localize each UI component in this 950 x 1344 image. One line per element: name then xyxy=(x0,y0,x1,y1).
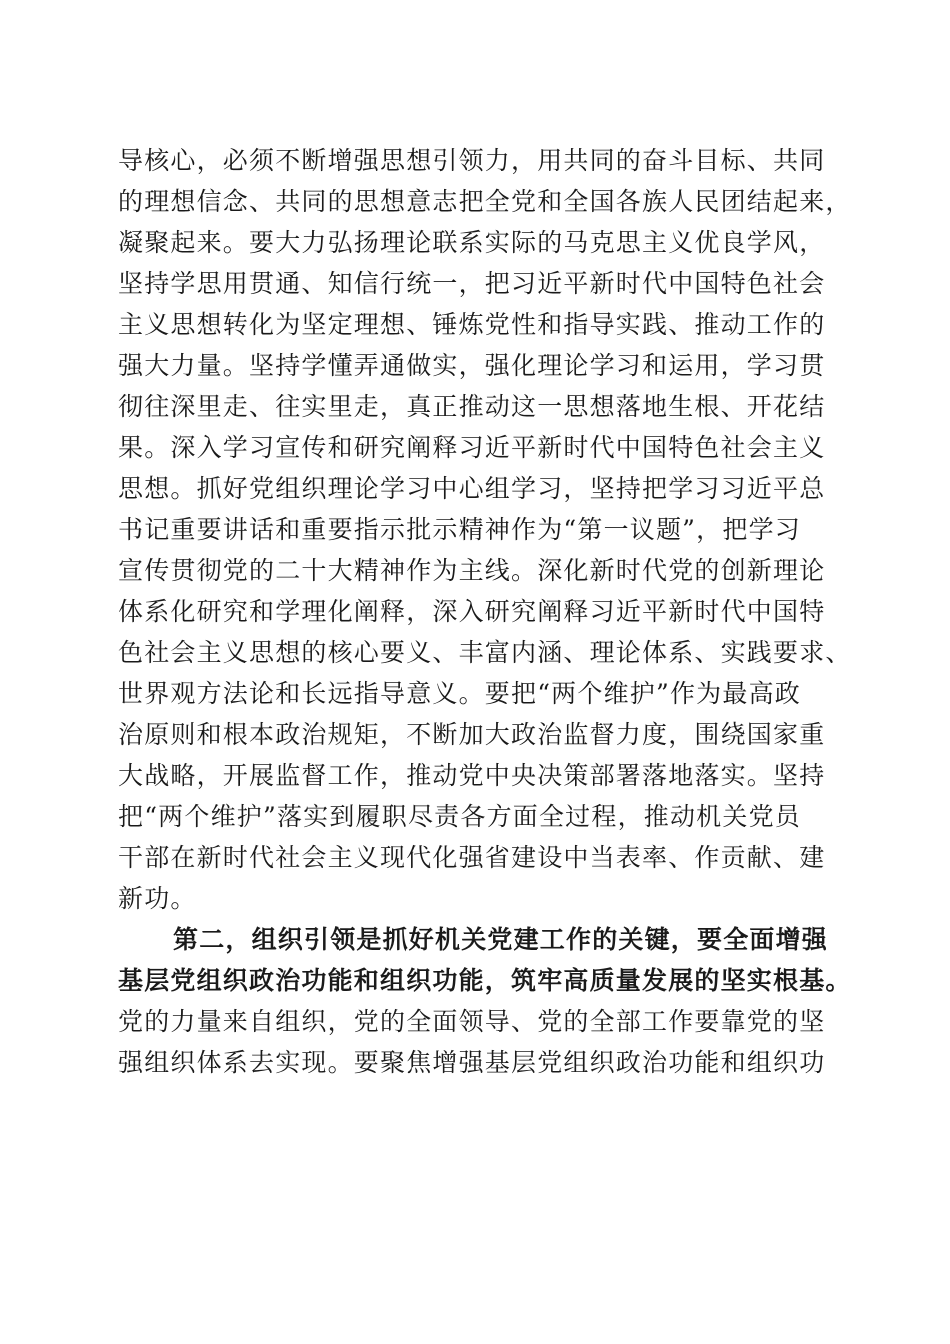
text-line: 党的力量来自组织，党的全面领导、党的全部工作要靠党的坚 xyxy=(118,1007,826,1036)
text-line: 大战略，开展监督工作，推动党中央决策部署落地落实。坚持 xyxy=(118,761,826,790)
text-line: 体系化研究和学理化阐释，深入研究阐释习近平新时代中国特 xyxy=(118,597,826,626)
text-line: 宣传贯彻党的二十大精神作为主线。深化新时代党的创新理论 xyxy=(118,556,826,585)
text-line: 思想。抓好党组织理论学习中心组学习，坚持把学习习近平总 xyxy=(118,474,826,503)
text-line: 强组织体系去实现。要聚焦增强基层党组织政治功能和组织功 xyxy=(118,1048,826,1077)
text-line: 果。深入学习宣传和研究阐释习近平新时代中国特色社会主义 xyxy=(118,433,826,462)
section-heading-line: 基层党组织政治功能和组织功能，筑牢高质量发展的坚实根基。 xyxy=(118,966,852,995)
section-heading-line: 第二，组织引领是抓好机关党建工作的关键，要全面增强 xyxy=(173,925,829,954)
text-line: 主义思想转化为坚定理想、锤炼党性和指导实践、推动工作的 xyxy=(118,310,826,339)
text-line: 彻往深里走、往实里走，真正推动这一思想落地生根、开花结 xyxy=(118,392,826,421)
text-line: 强大力量。坚持学懂弄通做实，强化理论学习和运用，学习贯 xyxy=(118,351,826,380)
text-line: 的理想信念、共同的思想意志把全党和全国各族人民团结起来， xyxy=(118,187,852,216)
body-text xyxy=(118,140,852,1083)
text-line: 色社会主义思想的核心要义、丰富内涵、理论体系、实践要求、 xyxy=(118,638,852,667)
text-line: 书记重要讲话和重要指示批示精神作为“第一议题”，把学习 xyxy=(118,515,801,544)
text-line: 新功。 xyxy=(118,884,197,913)
text-line: 把“两个维护”落实到履职尽责各方面全过程，推动机关党员 xyxy=(118,802,801,831)
text-line: 世界观方法论和长远指导意义。要把“两个维护”作为最高政 xyxy=(118,679,801,708)
text-line: 干部在新时代社会主义现代化强省建设中当表率、作贡献、建 xyxy=(118,843,826,872)
text-line: 凝聚起来。要大力弘扬理论联系实际的马克思主义优良学风， xyxy=(118,228,826,257)
text-line: 坚持学思用贯通、知信行统一，把习近平新时代中国特色社会 xyxy=(118,269,826,298)
text-line: 治原则和根本政治规矩，不断加大政治监督力度，围绕国家重 xyxy=(118,720,826,749)
text-line: 导核心，必须不断增强思想引领力，用共同的奋斗目标、共同 xyxy=(118,146,826,175)
